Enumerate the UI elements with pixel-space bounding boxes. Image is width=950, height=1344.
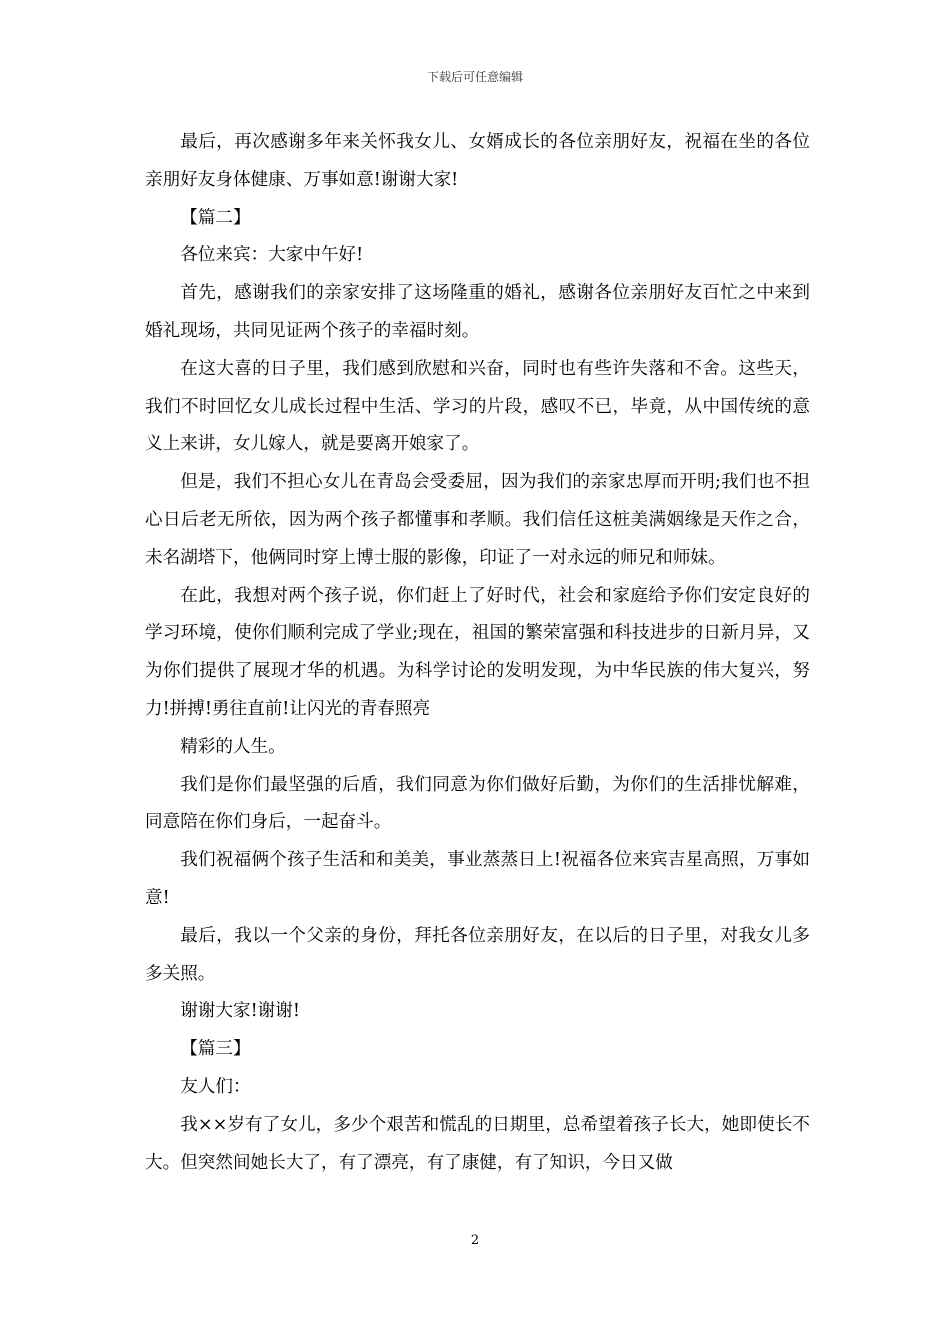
paragraph: 谢谢大家!谢谢! [180,1001,300,1022]
paragraph: 友人们： [180,1076,251,1097]
paragraph: 我××岁有了女儿，多少个艰苦和慌乱的日期里，总希望着孩子长大，她即使长不大。但突然间她长大了，有了漂亮，有了康健，有了知识，今日又做 [145,1114,810,1173]
document-body [145,124,810,1182]
page-header: 下载后可任意编辑 [426,70,523,84]
paragraph: 在此，我想对两个孩子说，你们赶上了好时代，社会和家庭给予你们安定良好的学习环境，使你们顺利完成了学业;现在，祖国的繁荣富强和科技进步的日新月异，又为你们提供了展现才华的机遇。为科学讨论的发明发现，为中华民族的伟大复兴，努力!拼搏!勇往直前!让闪光的青春照亮 [145,585,810,719]
paragraph: 我们是你们最坚强的后盾，我们同意为你们做好后勤，为你们的生活排忧解难，同意陪在你们身后，一起奋斗。 [145,774,810,833]
paragraph: 我们祝福俩个孩子生活和和美美，事业蒸蒸日上!祝福各位来宾吉星高照，万事如意! [145,850,810,908]
paragraph: 最后，我以一个父亲的身份，拜托各位亲朋好友，在以后的日子里，对我女儿多多关照。 [145,925,810,984]
paragraph: 但是，我们不担心女儿在青岛会受委屈，因为我们的亲家忠厚而开明;我们也不担心日后老无所依，因为两个孩子都懂事和孝顺。我们信任这桩美满姻缘是天作之合，未名湖塔下，他俩同时穿上博士服的影像，印证了一对永远的师兄和师妹。 [145,472,810,568]
paragraph: 最后，再次感谢多年来关怀我女儿、女婿成长的各位亲朋好友，祝福在坐的各位亲朋好友身体健康、万事如意!谢谢大家! [145,132,810,190]
section-heading: 【篇三】 [180,1039,251,1060]
paragraph: 各位来宾：大家中午好! [180,245,364,266]
paragraph: 精彩的人生。 [180,736,286,757]
paragraph: 在这大喜的日子里，我们感到欣慰和兴奋，同时也有些许失落和不舍。这些天，我们不时回忆女儿成长过程中生活、学习的片段，感叹不已，毕竟，从中国传统的意义上来讲，女儿嫁人，就是要离开娘家了。 [145,358,810,455]
page-number: 2 [470,1233,480,1248]
paragraph: 首先，感谢我们的亲家安排了这场隆重的婚礼，感谢各位亲朋好友百忙之中来到婚礼现场，共同见证两个孩子的幸福时刻。 [145,283,810,341]
section-heading: 【篇二】 [180,207,251,228]
